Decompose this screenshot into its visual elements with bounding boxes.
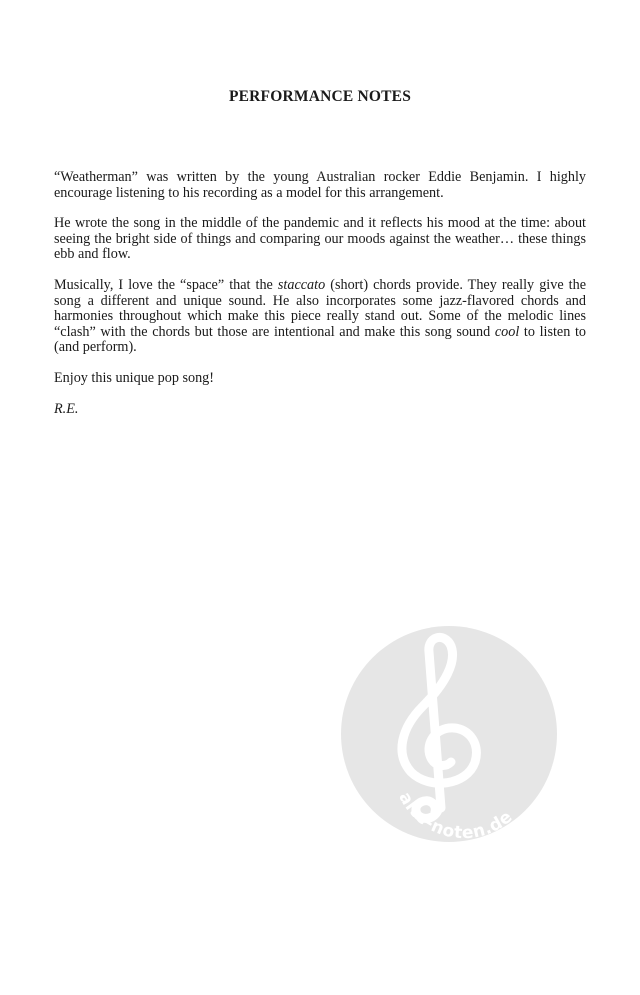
text-segment: to listen to (and perform).: [54, 323, 586, 356]
paragraph-musically: [54, 278, 586, 356]
page-title: PERFORMANCE NOTES: [228, 88, 412, 105]
paragraph-pandemic: He wrote the song in the middle of the pandemic and it reflects his mood at the time: about seeing the bright side of things and comparing our moods against the weather… these things ebb and flow.: [54, 215, 586, 263]
watermark-logo: [341, 626, 557, 842]
watermark-text: alte-noten.de: [394, 788, 517, 842]
signature: R.E.: [54, 400, 79, 417]
term-cool: cool: [494, 323, 520, 340]
text-segment: Musically, I love the “space” that the: [54, 276, 278, 293]
performance-notes-body: [54, 170, 586, 432]
paragraph-enjoy: Enjoy this unique pop song!: [54, 369, 214, 386]
text-segment: (short) chords provide. They really give the song a different and unique sound. He also incorporates some jazz-flavored chords and harmonies throughout which make this piece really stand out. Some of the melodic lines “clash” with the chords but those are intentional and make this song sound: [54, 276, 587, 340]
paragraph-intro: “Weatherman” was written by the young Australian rocker Eddie Benjamin. I highly encourage listening to his recording as a model for this arrangement.: [54, 169, 586, 201]
term-staccato: staccato: [277, 276, 326, 293]
